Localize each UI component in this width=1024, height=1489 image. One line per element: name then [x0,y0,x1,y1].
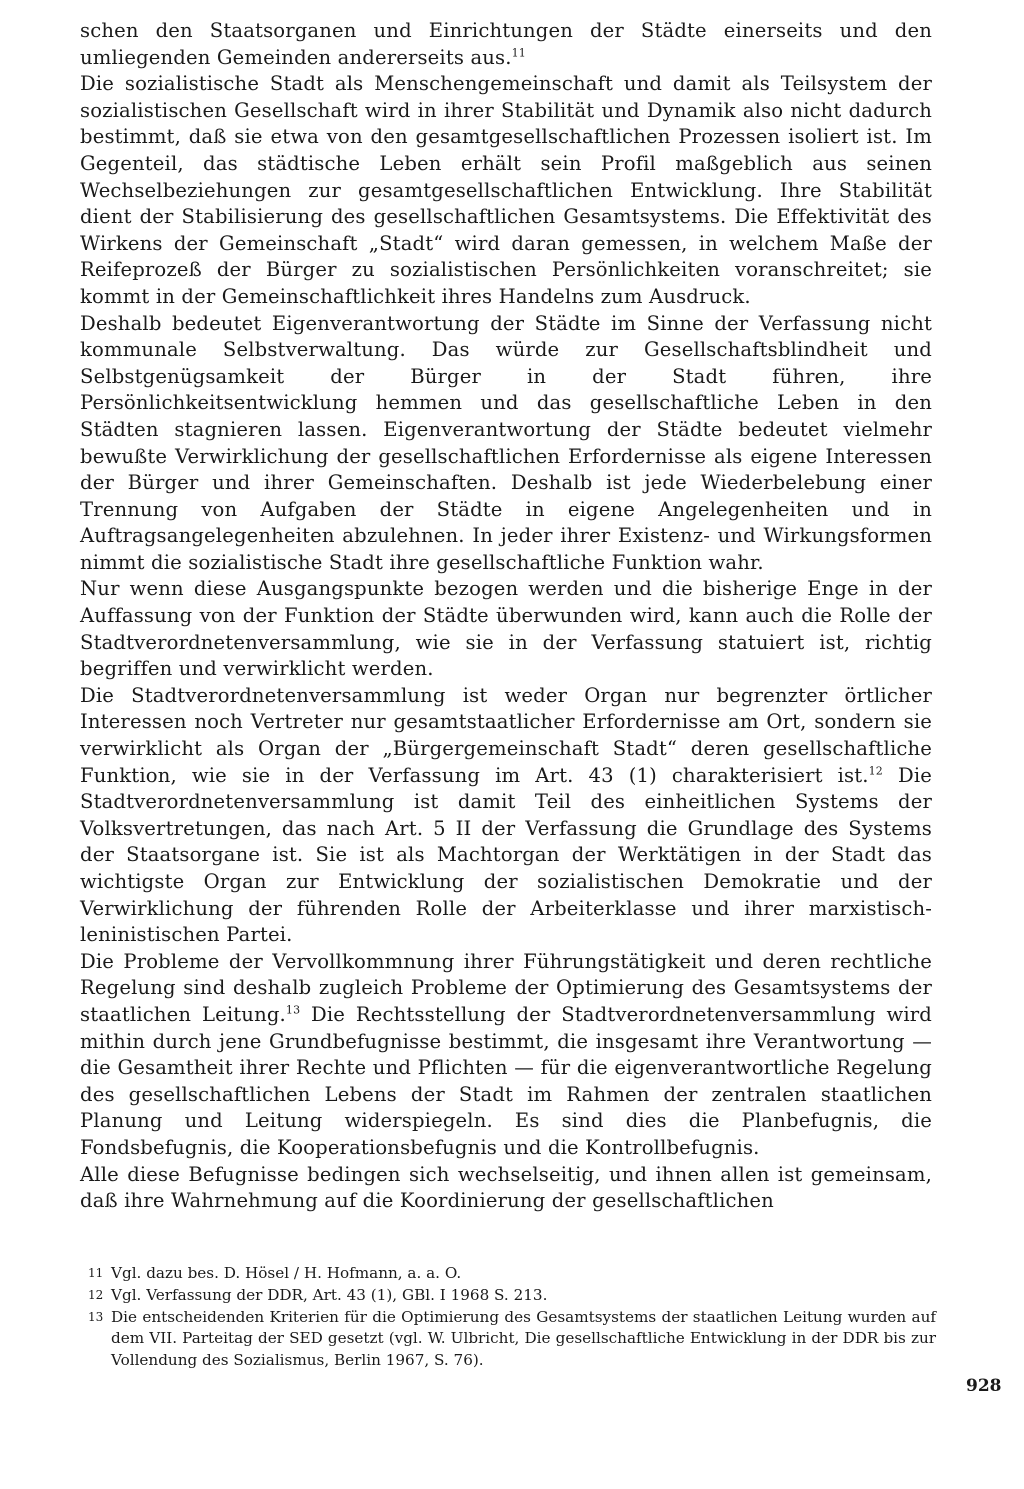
paragraph-6: Die Probleme der Vervollkommnung ihrer Führungstätigkeit und deren rechtliche Regelung sind deshalb zugleich Probleme der Optimierung des Gesamtsystems der staatlichen Leitung.$^{13}$ Die Rechtsstellung der Stadtverordnetenversammlung wird mithin durch jene Grundbefugnisse bestimmt, die insgesamt ihre Verantwortung — die Gesamtheit ihrer Rechte und Pflichten — für die eigenverantwortliche Regelung des gesellschaftlichen Lebens der Stadt im Rahmen der zentralen staatlichen Planung und Leitung widerspiegeln. Es sind dies die Planbefugnis, die Fondsbefugnis, die Kooperationsbefugnis und die Kontrollbefugnis. [80,949,933,1159]
footnote-text: Die entscheidenden Kriterien für die Optimierung des Gesamtsystems der staatlichen Leitung wurden auf dem VII. Parteitag der SED gesetzt (vgl. W. Ulbricht, Die gesellschaftliche Entwicklung in der DDR bis zur Vollendung des Sozialismus, Berlin 1967, S. 76). [111,1307,936,1370]
paragraph-4: Nur wenn diese Ausgangspunkte bezogen werden und die bisherige Enge in der Auffassung von der Funktion der Städte überwunden wird, kann auch die Rolle der Stadtverordnetenversammlung, wie sie in der Verfassung statuiert ist, richtig begriffen und verwirklicht werden. [80,577,932,681]
footnote-number: 11 [88,1266,104,1280]
footnote-13 [88,1307,936,1372]
paragraph-7: Alle diese Befugnisse bedingen sich wechselseitig, und ihnen allen ist gemeinsam, daß ihre Wahrnehmung auf die Koordinierung der gesellschaftlichen [80,1162,932,1213]
footnotes [88,1263,936,1372]
footnote-number: 12 [88,1287,104,1302]
main-text [80,18,932,1215]
footnote-text: Vgl. Verfassung der DDR, Art. 43 (1), GBl. I 1968 S. 213. [111,1285,548,1304]
paragraph-3: Deshalb bedeutet Eigenverantwortung der Städte im Sinne der Verfassung nicht kommunale Selbstverwaltung. Das würde zur Gesellschaftsblindheit und Selbstgenügsamkeit der Bürger in der Stadt führen, ihre Persönlichkeitsentwicklung hemmen und das gesellschaftliche Leben in den Städten stagnieren lassen. Eigenverantwortung der Städte bedeutet vielmehr bewußte Verwirklichung der gesellschaftlichen Erfordernisse als eigene Interessen der Bürger und ihrer Gemeinschaften. Deshalb ist jede Wiederbelebung einer Trennung von Aufgaben der Städte in eigene Angelegenheiten und in Auftragsangelegenheiten abzulehnen. In jeder ihrer Existenz- und Wirkungsformen nimmt die sozialistische Stadt ihre gesellschaftliche Funktion wahr. [80,311,932,574]
page-number: 928 [966,1376,1002,1396]
paragraph-5: Die Stadtverordnetenversammlung ist weder Organ nur begrenzter örtlicher Interessen noch Vertreter nur gesamtstaatlicher Erfordernisse am Ort, sondern sie verwirklicht als Organ der „Bürgergemeinschaft Stadt“ deren gesellschaftliche Funktion, wie sie in der Verfassung im Art. 43 (1) charakterisiert ist.$^{12}$ Die Stadtverordnetenversammlung ist damit Teil des einheitlichen Systems der Volksvertretungen, das nach Art. 5 II der Verfassung die Grundlage des Systems der Staatsorgane ist. Sie ist als Machtorgan der Werktätigen in der Stadt das wichtigste Organ zur Entwicklung der sozialistischen Demokratie und der Verwirklichung der führenden Rolle der Arbeiterklasse und ihrer marxistisch-leninistischen Partei. [80,683,932,947]
footnote-ref-12[interactable]: 12 [868,764,883,778]
footnote-ref-11[interactable]: 11 [511,46,526,60]
paragraph-1: schen den Staatsorganen und Einrichtungen der Städte einerseits und den umliegenden Gemeinden andererseits aus.$^{11}$ [80,19,932,69]
footnote-12 [88,1285,936,1307]
footnote-number: 13 [88,1309,104,1324]
paragraph-2: Die sozialistische Stadt als Menschengemeinschaft und damit als Teilsystem der sozialistischen Gesellschaft wird in ihrer Stabilität und Dynamik also nicht dadurch bestimmt, daß sie etwa von den gesamtgesellschaftlichen Prozessen isoliert ist. Im Gegenteil, das städtische Leben erhält sein Profil maßgeblich aus seinen Wechselbeziehungen zur gesamtgesellschaftlichen Entwicklung. Ihre Stabilität dient der Stabilisierung des gesellschaftlichen Gesamtsystems. Die Effektivität des Wirkens der Gemeinschaft „Stadt“ wird daran gemessen, in welchem Maße der Reifeprozeß der Bürger zu sozialistischen Persönlichkeiten voranschreitet; sie kommt in der Gemeinschaftlichkeit ihres Handelns zum Ausdruck. [80,72,932,308]
footnote-11 [88,1263,936,1285]
footnote-text: Vgl. dazu bes. D. Hösel / H. Hofmann, a. a. O. [111,1264,462,1282]
footnote-ref-13[interactable]: 13 [285,1003,301,1017]
